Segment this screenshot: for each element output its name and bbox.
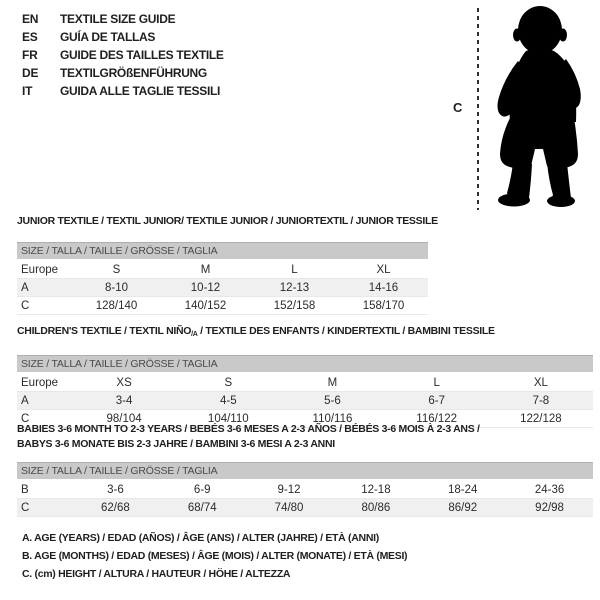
cell: L [250,260,339,279]
cell: 68/74 [159,499,246,517]
cell: 7-8 [489,392,593,410]
cell: S [72,260,161,279]
cell: 98/104 [72,410,176,428]
cell: 104/110 [176,410,280,428]
language-row [22,28,224,46]
cell: 4-5 [176,392,280,410]
language-row [22,46,224,64]
language-code: FR [22,48,38,62]
cell: 8-10 [72,279,161,297]
babies-size-table [17,462,593,517]
cell: 110/116 [280,410,384,428]
table-row [17,373,593,392]
cell: L [385,373,489,392]
cell: 18-24 [419,480,506,499]
table-row [17,297,428,315]
table-row [17,279,428,297]
cell: 128/140 [72,297,161,315]
cell: 3-6 [72,480,159,499]
cell: 92/98 [506,499,593,517]
table-row [17,392,593,410]
row-label: Europe [17,373,72,392]
baby-silhouette-image [486,2,596,212]
cell: 62/68 [72,499,159,517]
language-code: ES [22,30,38,44]
cell: 10-12 [161,279,250,297]
height-measure-figure [440,0,600,215]
cell: 6-7 [385,392,489,410]
language-title: GUÍA DE TALLAS [60,30,156,44]
cell: 9-12 [246,480,333,499]
junior-section [17,214,438,315]
children-section-title [17,324,593,342]
row-label: C [17,410,72,428]
cell: 122/128 [489,410,593,428]
children-size-table [17,355,593,428]
language-code: IT [22,84,33,98]
size-header-bar: SIZE / TALLA / TAILLE / GRÖSSE / TAGLIA [17,356,593,374]
language-code: EN [22,12,39,26]
cell: M [280,373,384,392]
size-header-bar: SIZE / TALLA / TAILLE / GRÖSSE / TAGLIA [17,463,593,481]
babies-section-title [17,422,593,452]
cell: 80/86 [332,499,419,517]
children-title-pre: CHILDREN'S TEXTILE / TEXTIL NIÑO [17,325,192,337]
language-title: TEXTILGRÖßENFÜHRUNG [60,66,207,80]
row-label: A [17,392,72,410]
cell: 12-13 [250,279,339,297]
children-section [17,324,593,428]
row-label: Europe [17,260,72,279]
row-label: C [17,297,72,315]
children-title-subscript: /A [191,331,198,338]
language-title: GUIDE DES TAILLES TEXTILE [60,48,224,62]
cell: 116/122 [385,410,489,428]
cell: XS [72,373,176,392]
cell: 24-36 [506,480,593,499]
table-row [17,499,593,517]
cell: M [161,260,250,279]
language-row [22,10,224,28]
junior-section-title: JUNIOR TEXTILE / TEXTIL JUNIOR/ TEXTILE JUNIOR / JUNIORTEXTIL / JUNIOR TESSILE [17,215,438,227]
cell: 6-9 [159,480,246,499]
row-label: C [17,499,72,517]
children-title-post: / TEXTILE DES ENFANTS / KINDERTEXTIL / BAMBINI TESSILE [197,325,495,337]
legend-line-c: C. (cm) HEIGHT / ALTURA / HAUTEUR / HÖHE / ALTEZZA [22,568,291,580]
language-header [22,10,224,100]
height-dashed-line [477,8,479,210]
babies-section [17,422,593,517]
table-row [17,260,428,279]
height-measure-label: C [453,100,463,115]
babies-title-line1: BABIES 3-6 MONTH TO 2-3 YEARS / BEBÉS 3-6 MESES A 2-3 AÑOS / BÉBÉS 3-6 MOIS À 2-3 ANS / [17,423,480,435]
row-label: A [17,279,72,297]
legend-line-a: A. AGE (YEARS) / EDAD (AÑOS) / ÂGE (ANS) / ALTER (JAHRE) / ETÀ (ANNI) [22,532,379,544]
cell: 158/170 [339,297,428,315]
cell: 14-16 [339,279,428,297]
cell: 3-4 [72,392,176,410]
cell: XL [339,260,428,279]
row-label: B [17,480,72,499]
language-code: DE [22,66,39,80]
cell: S [176,373,280,392]
language-row [22,64,224,82]
junior-size-table [17,242,428,315]
cell: 5-6 [280,392,384,410]
table-row [17,480,593,499]
measure-legend [22,529,407,583]
cell: 86/92 [419,499,506,517]
legend-line-b: B. AGE (MONTHS) / EDAD (MESES) / ÂGE (MOIS) / ALTER (MONATE) / ETÀ (MESI) [22,550,408,562]
language-title: TEXTILE SIZE GUIDE [60,12,176,26]
size-header-bar: SIZE / TALLA / TAILLE / GRÖSSE / TAGLIA [17,243,428,261]
cell: 12-18 [332,480,419,499]
cell: 140/152 [161,297,250,315]
language-title: GUIDA ALLE TAGLIE TESSILI [60,84,221,98]
babies-title-line2: BABYS 3-6 MONATE BIS 2-3 JAHRE / BAMBINI 3-6 MESI A 2-3 ANNI [17,438,335,450]
language-row [22,82,224,100]
cell: XL [489,373,593,392]
cell: 152/158 [250,297,339,315]
cell: 74/80 [246,499,333,517]
